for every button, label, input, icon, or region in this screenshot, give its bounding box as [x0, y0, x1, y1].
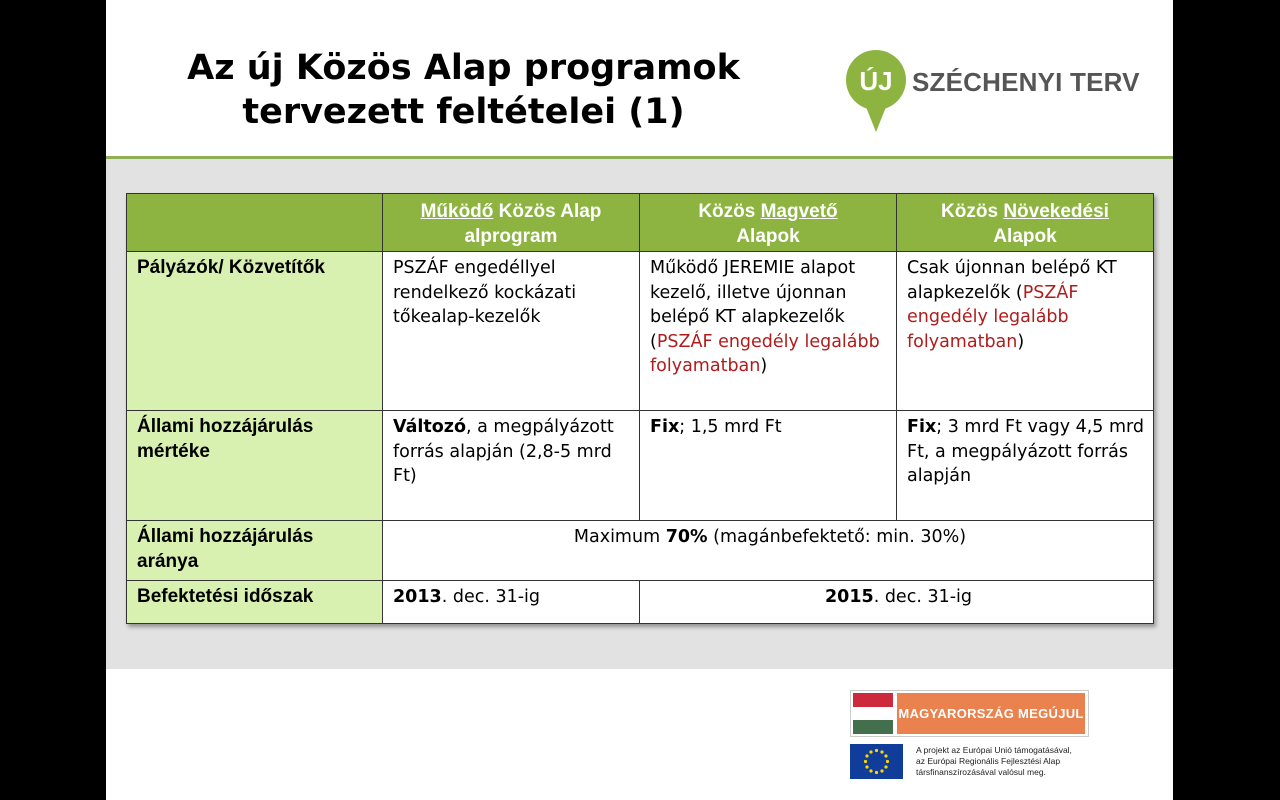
cell-amount-col-3	[897, 411, 1154, 521]
cell-text: , a megpályázott forrás alapján (2,8-5 mrd Ft)	[393, 417, 614, 486]
cell-bold: Fix	[907, 417, 937, 437]
header-col-3-pre: Közös	[941, 201, 1004, 222]
cell-applicants-col-3	[897, 252, 1154, 411]
cell-text: . dec. 31-ig	[873, 587, 973, 607]
header-col-1-rest: Közös Alap alprogram	[464, 201, 602, 247]
eu-note-line: A projekt az Európai Unió támogatásával,	[916, 745, 1072, 755]
header-col-2	[640, 194, 897, 252]
slide	[106, 0, 1173, 800]
logo-badge: ÚJ	[859, 66, 893, 96]
cell-applicants-col-1: PSZÁF engedéllyel rendelkező kockázati tőkealap-kezelők	[383, 252, 640, 411]
table-row	[127, 252, 1154, 411]
row-label-state-contribution-ratio: Állami hozzájárulás aránya	[127, 521, 383, 581]
slide-title	[126, 46, 801, 134]
eu-note-line: társfinanszírozásával valósul meg.	[916, 767, 1046, 777]
table-row	[127, 581, 1154, 624]
title-line-2: tervezett feltételei (1)	[242, 92, 685, 132]
cell-bold: 70%	[665, 527, 708, 547]
title-line-1: Az új Közös Alap programok	[187, 48, 740, 88]
header-col-1	[383, 194, 640, 252]
header-corner	[127, 194, 383, 252]
eu-flag-icon	[850, 744, 903, 779]
header-col-2-underlined: Magvető	[760, 201, 838, 222]
map-pin-icon	[846, 50, 910, 136]
szechenyi-terv-logo	[846, 50, 1146, 140]
header-col-3-post: Alapok	[993, 225, 1057, 247]
header-col-3	[897, 194, 1154, 252]
cell-ratio	[383, 521, 1154, 581]
cell-applicants-col-2	[640, 252, 897, 411]
cell-text: (magánbefektető: min. 30%)	[707, 527, 967, 547]
cell-text: . dec. 31-ig	[441, 587, 541, 607]
eu-note-line: az Európai Regionális Fejlesztési Alap	[916, 756, 1061, 766]
banner-text: MAGYARORSZÁG MEGÚJUL	[897, 693, 1085, 734]
cell-amount-col-1	[383, 411, 640, 521]
cell-period-col-2-3	[640, 581, 1154, 624]
cell-bold: Fix	[650, 417, 680, 437]
magyarorszag-megujul-logo	[850, 690, 1089, 737]
header-col-1-underlined: Működő	[420, 201, 494, 222]
logo-text: SZÉCHENYI TERV	[912, 67, 1140, 97]
cell-text: ; 1,5 mrd Ft	[679, 417, 782, 437]
row-label-applicants: Pályázók/ Közvetítők	[127, 252, 383, 411]
cell-highlight-red: PSZÁF engedély legalább folyamatban	[650, 331, 880, 376]
row-label-investment-period: Befektetési időszak	[127, 581, 383, 624]
cell-text: )	[1017, 331, 1025, 352]
cell-text: Működő JEREMIE alapot kezelő, illetve újonnan belépő KT alapkezelők (	[650, 258, 856, 352]
header-col-2-post: Alapok	[736, 225, 800, 247]
table-header-row	[127, 194, 1154, 252]
table-row	[127, 521, 1154, 581]
cell-period-col-1	[383, 581, 640, 624]
table-row	[127, 411, 1154, 521]
cell-text: Maximum	[573, 527, 666, 547]
cell-text: )	[760, 356, 768, 376]
header-col-2-pre: Közös	[698, 201, 761, 222]
cell-amount-col-2	[640, 411, 897, 521]
cell-highlight-red: PSZÁF engedély legalább folyamatban	[907, 282, 1079, 352]
conditions-table	[126, 193, 1154, 624]
hungarian-flag-icon	[853, 693, 893, 734]
cell-text: ; 3 mrd Ft vagy 4,5 mrd Ft, a megpályázott forrás alapján	[907, 417, 1145, 486]
cell-bold: Változó	[393, 417, 466, 437]
eu-funding-note	[916, 745, 1116, 778]
header-col-3-underlined: Növekedési	[1003, 201, 1109, 222]
cell-bold: 2015	[824, 587, 874, 607]
cell-text: Csak újonnan belépő KT alapkezelők (	[907, 258, 1117, 303]
cell-bold: 2013	[393, 587, 442, 607]
row-label-state-contribution-amount: Állami hozzájárulás mértéke	[127, 411, 383, 521]
